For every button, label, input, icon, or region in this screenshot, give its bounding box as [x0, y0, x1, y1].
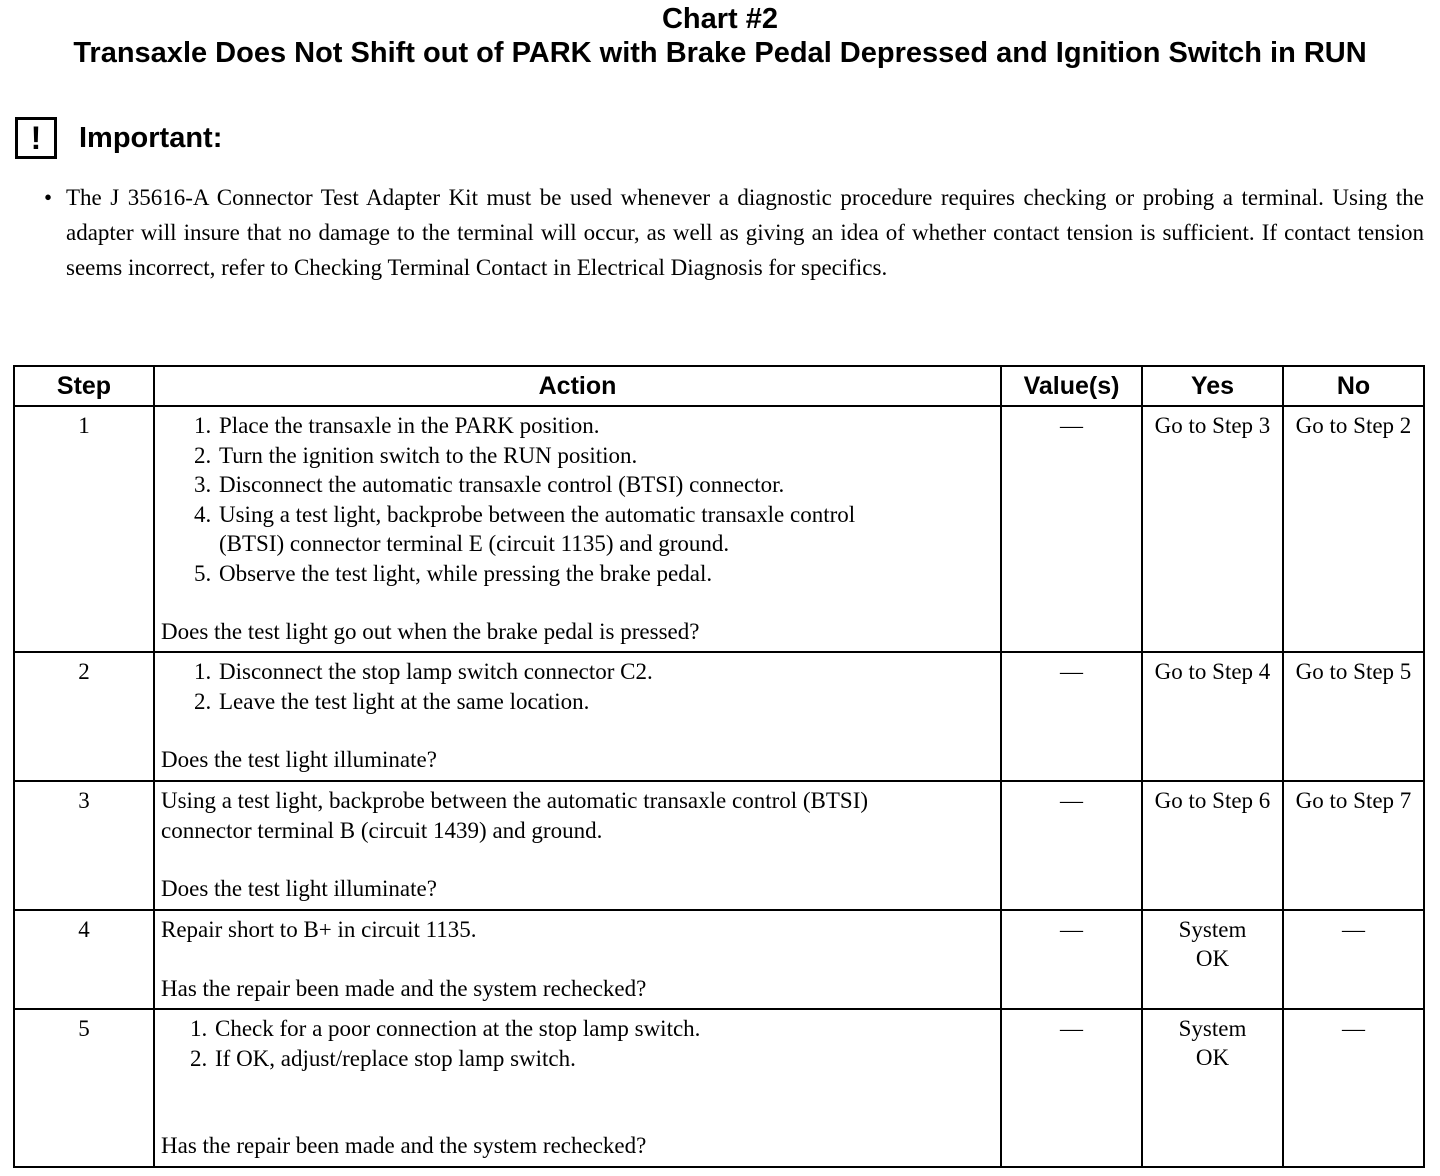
value-cell: — [1001, 910, 1142, 1009]
chart-number: Chart #2 [661, 3, 779, 35]
list-item: 4. Using a test light, backprobe between the automatic transaxle control (BTSI) connector terminal E (circuit 1135) and ground. [217, 500, 994, 559]
action-cell [154, 781, 1001, 910]
table-row [14, 910, 1424, 1009]
value-cell: — [1001, 652, 1142, 781]
table-row [14, 1009, 1424, 1167]
action-cell [154, 652, 1001, 781]
yes-cell: System OK [1142, 910, 1283, 1009]
exclamation-icon: ! [15, 117, 57, 159]
step-number: 3 [14, 781, 154, 910]
chart-header [0, 2, 1440, 70]
action-list [161, 657, 994, 716]
yes-cell: System OK [1142, 1009, 1283, 1167]
important-callout [15, 113, 222, 163]
no-cell: Go to Step 5 [1283, 652, 1424, 781]
value-cell: — [1001, 406, 1142, 652]
important-label: Important: [79, 121, 223, 154]
chart-title: Transaxle Does Not Shift out of PARK with Brake Pedal Depressed and Ignition Switch in RUN [73, 37, 1367, 69]
table-header-row [14, 366, 1424, 406]
action-list [161, 411, 994, 588]
header-action: Action [154, 366, 1001, 406]
action-text: Using a test light, backprobe between the automatic transaxle control (BTSI) connector terminal B (circuit 1439) and ground. [161, 788, 869, 843]
action-question: Does the test light go out when the brake pedal is pressed? [161, 619, 700, 644]
action-text: Repair short to B+ in circuit 1135. [161, 917, 477, 942]
note-text: The J 35616-A Connector Test Adapter Kit must be used whenever a diagnostic procedure requires checking or probing a terminal. Using the adapter will insure that no damage to the terminal will occur, as well as giving an idea of whether contact tension is sufficient. If contact tension seems incorrect, refer to Checking Terminal Contact in Electrical Diagnosis for specifics. [66, 185, 1424, 280]
value-cell: — [1001, 1009, 1142, 1167]
action-cell [154, 910, 1001, 1009]
list-item: 2. Leave the test light at the same location. [217, 687, 994, 717]
important-note [44, 180, 1424, 285]
action-cell [154, 1009, 1001, 1167]
step-number: 4 [14, 910, 154, 1009]
table-row [14, 652, 1424, 781]
step-number: 1 [14, 406, 154, 652]
no-cell: Go to Step 7 [1283, 781, 1424, 910]
list-item: 1. Disconnect the stop lamp switch connector C2. [217, 657, 994, 687]
table-row [14, 406, 1424, 652]
value-cell: — [1001, 781, 1142, 910]
action-list [161, 1014, 994, 1073]
no-cell: — [1283, 1009, 1424, 1167]
header-values: Value(s) [1001, 366, 1142, 406]
step-number: 5 [14, 1009, 154, 1167]
list-item: 5. Observe the test light, while pressing the brake pedal. [217, 559, 994, 589]
action-cell [154, 406, 1001, 652]
table-row [14, 781, 1424, 910]
list-item: 1. Check for a poor connection at the stop lamp switch. [213, 1014, 994, 1044]
diagnostic-table [13, 365, 1425, 1168]
action-question: Does the test light illuminate? [161, 747, 437, 772]
header-yes: Yes [1142, 366, 1283, 406]
list-item: 3. Disconnect the automatic transaxle control (BTSI) connector. [217, 470, 994, 500]
action-question: Does the test light illuminate? [161, 876, 437, 901]
list-item: 2. Turn the ignition switch to the RUN position. [217, 441, 994, 471]
no-cell: Go to Step 2 [1283, 406, 1424, 652]
step-number: 2 [14, 652, 154, 781]
list-item: 1. Place the transaxle in the PARK position. [217, 411, 994, 441]
list-item: 2. If OK, adjust/replace stop lamp switch. [213, 1044, 994, 1074]
yes-cell: Go to Step 3 [1142, 406, 1283, 652]
action-question: Has the repair been made and the system rechecked? [161, 975, 647, 1001]
header-step: Step [14, 366, 154, 406]
header-no: No [1283, 366, 1424, 406]
no-cell: — [1283, 910, 1424, 1009]
action-question: Has the repair been made and the system rechecked? [161, 1133, 647, 1158]
yes-cell: Go to Step 4 [1142, 652, 1283, 781]
bullet-glyph: • [44, 185, 53, 210]
yes-cell: Go to Step 6 [1142, 781, 1283, 910]
